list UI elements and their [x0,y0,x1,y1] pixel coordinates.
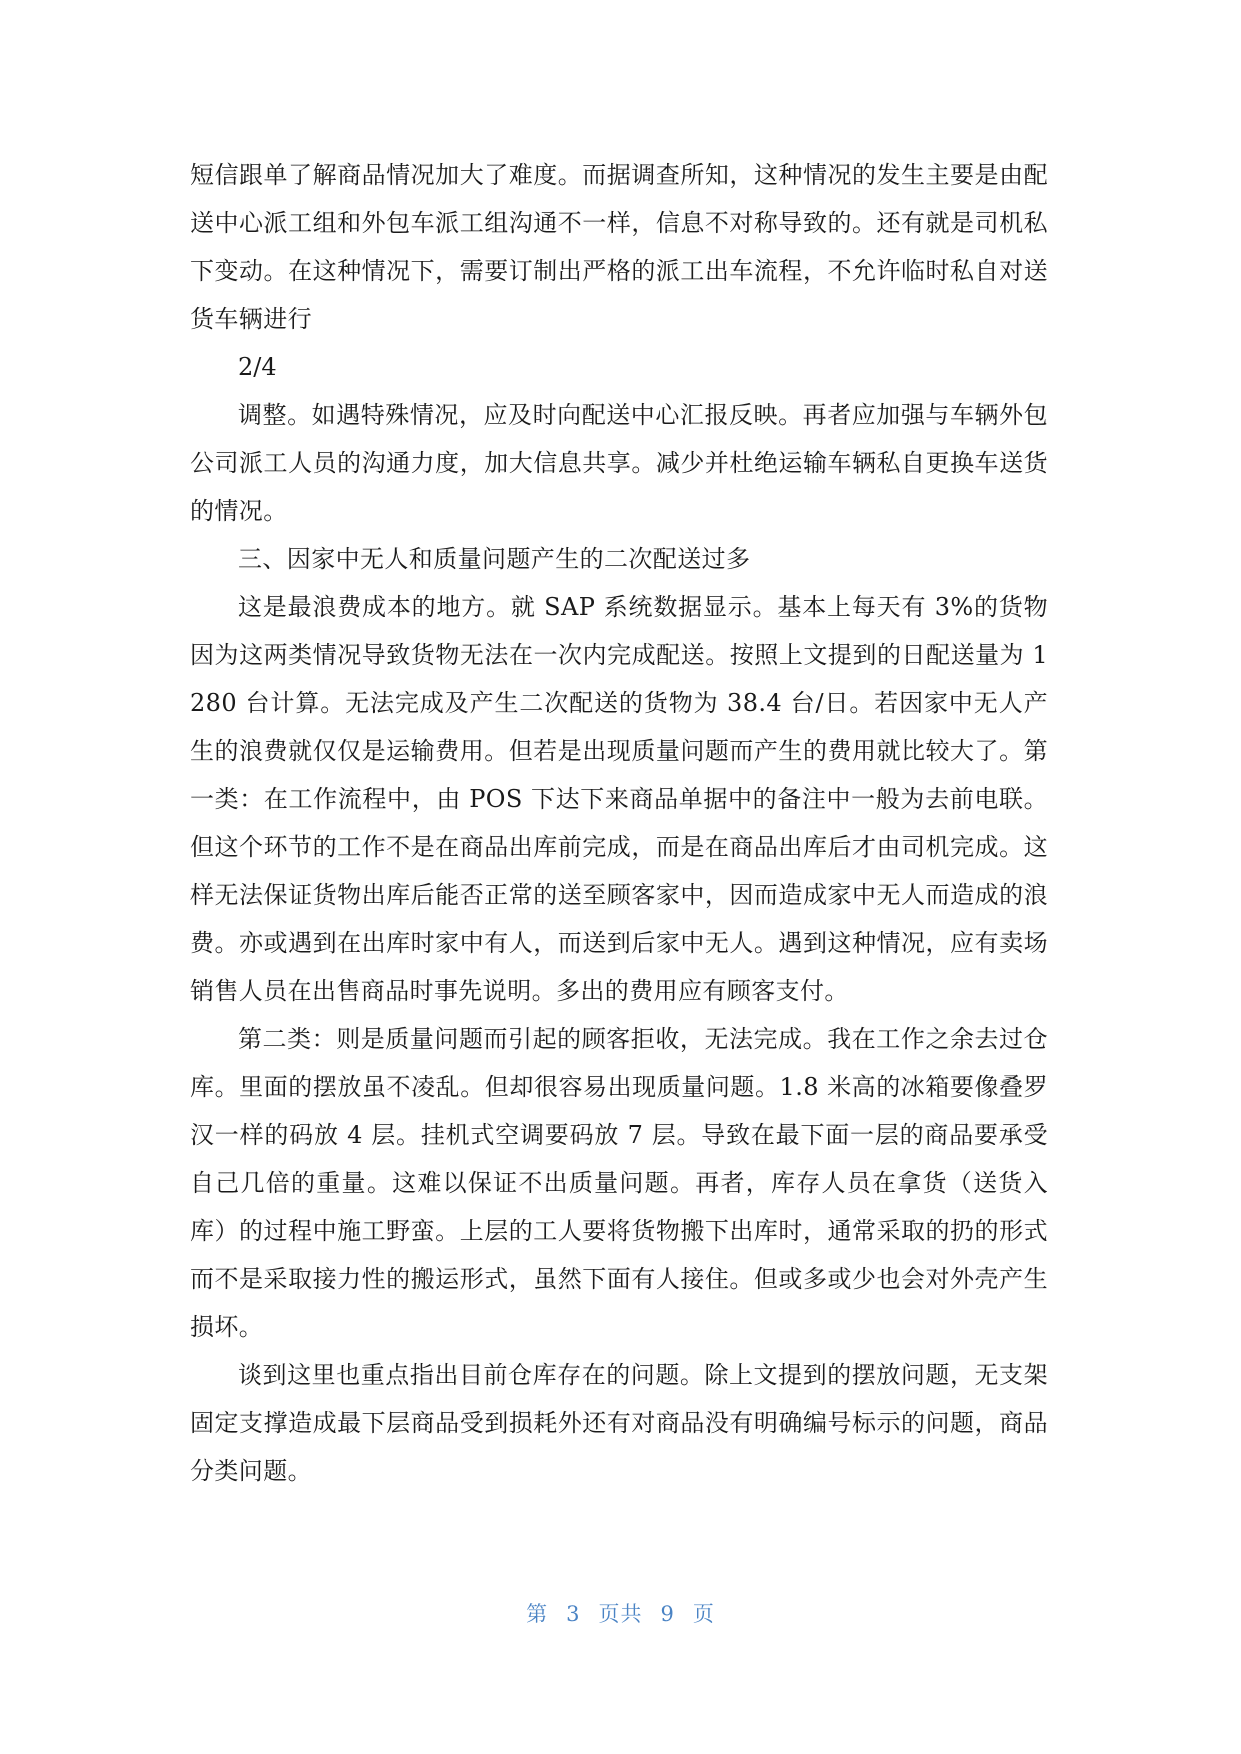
footer-total-pages: 9 [660,1602,675,1626]
paragraph-adjustment: 调整。如遇特殊情况，应及时向配送中心汇报反映。再者应加强与车辆外包公司派工人员的沟通力度，加大信息共享。减少并杜绝运输车辆私自更换车送货的情况。 [190,401,1048,525]
document-body [190,151,1048,1495]
page-marker: 2/4 [238,353,277,381]
footer-prefix: 第 [526,1602,549,1626]
section-heading: 三、因家中无人和质量问题产生的二次配送过多 [238,545,751,573]
paragraph-quality-issue: 第二类：则是质量问题而引起的顾客拒收，无法完成。我在工作之余去过仓库。里面的摆放虽不凌乱。但却很容易出现质量问题。1.8 米高的冰箱要像叠罗汉一样的码放 4 层。挂机式空调要码放 7 层。导致在最下面一层的商品要承受自己几倍的重量。这难以保证不出质量问题。再者，库存人员在拿货（送货入库）的过程中施工野蛮。上层的工人要将货物搬下出库时，通常采取的扔的形式而不是采取接力性的搬运形式，虽然下面有人接住。但或多或少也会对外壳产生损坏。 [190,1025,1048,1341]
paragraph-waste-cost: 这是最浪费成本的地方。就 SAP 系统数据显示。基本上每天有 3%的货物因为这两类情况导致货物无法在一次内完成配送。按照上文提到的日配送量为 1280 台计算。无法完成及产生二次配送的货物为 38.4 台/日。若因家中无人产生的浪费就仅仅是运输费用。但若是出现质量问题而产生的费用就比较大了。第一类：在工作流程中，由 POS 下达下来商品单据中的备注中一般为去前电联。但这个环节的工作不是在商品出库前完成，而是在商品出库后才由司机完成。这样无法保证货物出库后能否正常的送至顾客家中，因而造成家中无人而造成的浪费。亦或遇到在出库时家中有人，而送到后家中无人。遇到这种情况，应有卖场销售人员在出售商品时事先说明。多出的费用应有顾客支付。 [190,593,1048,1005]
footer-suffix: 页 [692,1602,715,1626]
page-footer [0,1598,1241,1628]
footer-middle: 页共 [598,1602,643,1626]
footer-current-page: 3 [566,1602,581,1626]
paragraph-continuation: 短信跟单了解商品情况加大了难度。而据调查所知，这种情况的发生主要是由配送中心派工组和外包车派工组沟通不一样，信息不对称导致的。还有就是司机私下变动。在这种情况下，需要订制出严格的派工出车流程，不允许临时私自对送货车辆进行 [190,161,1048,333]
paragraph-warehouse-issue: 谈到这里也重点指出目前仓库存在的问题。除上文提到的摆放问题，无支架固定支撑造成最下层商品受到损耗外还有对商品没有明确编号标示的问题，商品分类问题。 [190,1361,1048,1485]
